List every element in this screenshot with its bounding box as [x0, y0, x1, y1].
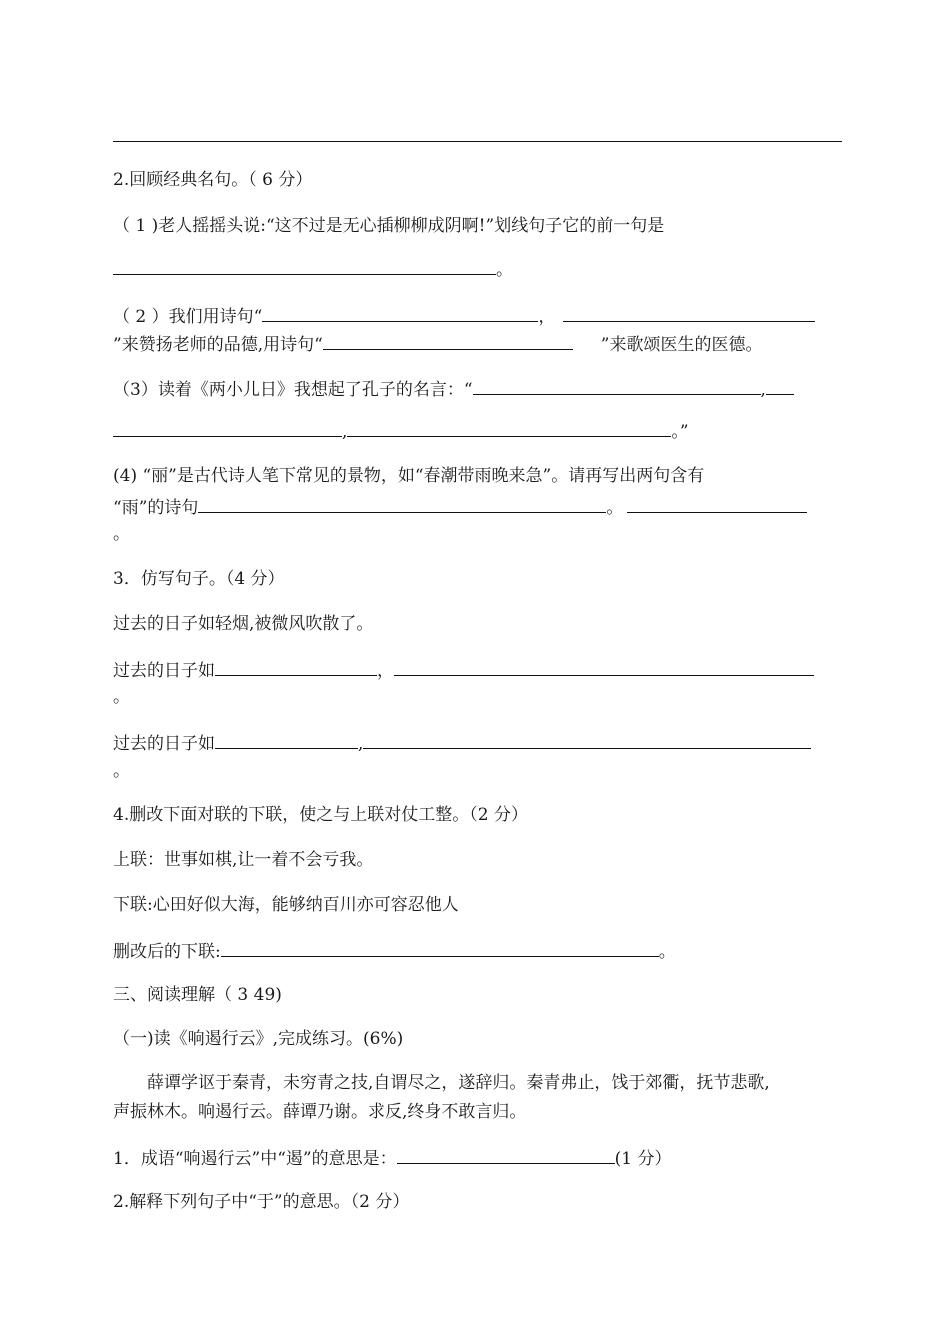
answer-blank[interactable]	[473, 376, 761, 395]
q2-s2-line1: （ 2 ）我们用诗句“ ，	[113, 303, 815, 327]
answer-blank[interactable]	[766, 376, 794, 395]
q3-title: 3．仿写句子。（4 分）	[113, 569, 285, 589]
passage-line-2: 声振林木。响遏行云。薛谭乃谢。求反,终身不敢言归。	[113, 1102, 527, 1122]
answer-blank[interactable]	[113, 418, 342, 437]
q2-s4-line1: (4) “丽”是古代诗人笔下常见的景物，如“春潮带雨晚来急”。请再写出两句含有	[113, 466, 705, 486]
q2-s1-text: （ 1 )老人摇摇头说:“这不过是无心插柳柳成阴啊!”划线句子它的前一句是	[113, 216, 665, 236]
q4-lower-couplet: 下联:心田好似大海，能够纳百川亦可容忍他人	[113, 895, 459, 915]
q4-revised-line: 删改后的下联: 。	[113, 938, 676, 962]
q2-s3-line2: , 。”	[113, 418, 689, 442]
q4-title: 4.删改下面对联的下联，使之与上联对仗工整。（2 分）	[113, 805, 528, 825]
answer-blank[interactable]	[198, 494, 606, 513]
answer-blank[interactable]	[262, 303, 538, 322]
passage-line-1: 薛谭学讴于秦青，未穷青之技,自谓尽之，遂辞归。秦青弗止，饯于郊衢，抚节悲歌,	[147, 1073, 770, 1093]
answer-blank[interactable]	[363, 730, 811, 749]
section3-q2: 2.解释下列句子中“于”的意思。（2 分）	[113, 1192, 410, 1212]
q3-example: 过去的日子如轻烟,被微风吹散了。	[113, 614, 374, 634]
q2-s4-line2: “雨”的诗句 。	[113, 494, 807, 518]
q2-s3-line1: （3）读着《两小儿日》我想起了孔子的名言：“ ,	[113, 376, 794, 400]
section3-q1: 1．成语“响遏行云”中“遏”的意思是： (1 分）	[113, 1145, 671, 1169]
q3-line2: 过去的日子如 ,	[113, 730, 811, 754]
answer-blank[interactable]	[113, 256, 496, 275]
answer-blank[interactable]	[627, 494, 807, 513]
answer-blank[interactable]	[394, 657, 814, 676]
answer-blank[interactable]	[563, 303, 815, 322]
answer-blank[interactable]	[215, 730, 358, 749]
q2-title: 2.回顾经典名句。（ 6 分）	[113, 170, 313, 190]
answer-blank[interactable]	[397, 1145, 615, 1164]
answer-blank[interactable]	[323, 331, 573, 350]
q3-line1: 过去的日子如 ，	[113, 657, 814, 681]
section3-title: 三、阅读理解（ 3 49)	[113, 985, 282, 1005]
q2-s1-answer-line: 。	[113, 256, 513, 280]
section3-sub1: （一)读《响遏行云》,完成练习。(6%)	[113, 1029, 404, 1049]
q3-line2-end: 。	[113, 761, 130, 781]
answer-blank[interactable]	[221, 938, 659, 957]
q2-s4-end: 。	[113, 524, 130, 544]
q3-line1-end: 。	[113, 687, 130, 707]
q2-s2-line2: ”来赞扬老师的品德,用诗句“ ”来歌颂医生的医德。	[113, 331, 763, 355]
top-rule	[113, 141, 842, 142]
q4-upper-couplet: 上联：世事如棋,让一着不会亏我。	[113, 850, 374, 870]
answer-blank[interactable]	[215, 657, 377, 676]
answer-blank[interactable]	[347, 418, 671, 437]
